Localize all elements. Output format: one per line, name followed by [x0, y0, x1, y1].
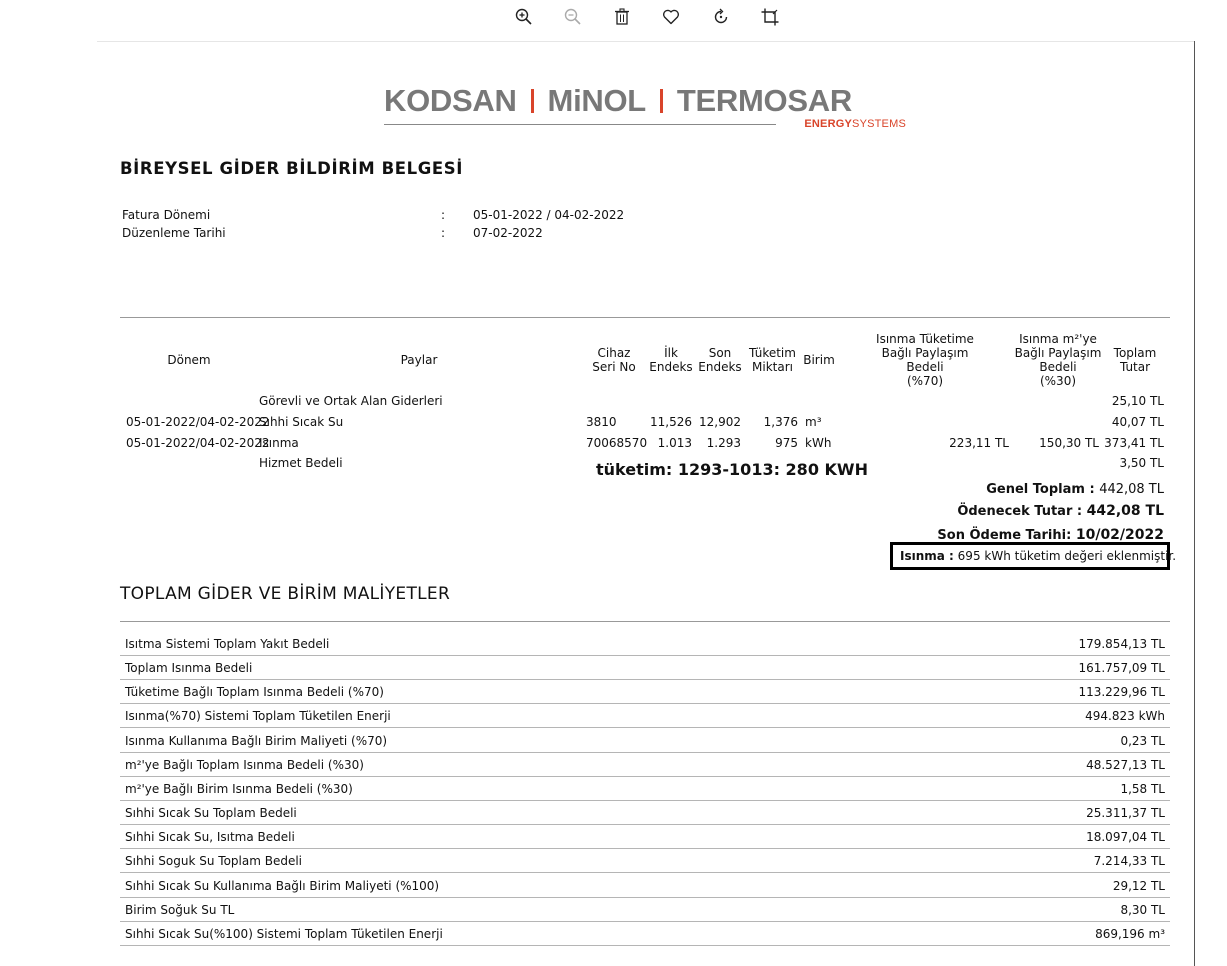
summary-row: Toplam Isınma Bedeli 161.757,09 TL — [120, 655, 1170, 680]
company-logo — [384, 84, 906, 134]
row-ilk: 1.013 — [657, 436, 692, 450]
row-pay: Sıhhi Sıcak Su — [259, 415, 344, 429]
summary-row: Isınma(%70) Sistemi Toplam Tüketilen Enerji 494.823 kWh — [120, 703, 1170, 728]
row-pay: Hizmet Bedeli — [259, 456, 343, 470]
summary-row: Sıhhi Sıcak Su, Isıtma Bedeli 18.097,04 TL — [120, 824, 1170, 849]
crop-icon[interactable] — [760, 7, 780, 27]
row-toplam: 373,41 TL — [1104, 436, 1164, 450]
logo-subtitle: ENERGYSYSTEMS — [804, 118, 906, 130]
row-cihaz: 3810 — [586, 415, 617, 429]
header-cihaz: Cihaz Seri No — [592, 346, 636, 374]
row-pay: Isınma — [259, 436, 299, 450]
summary-title: TOPLAM GİDER VE BİRİM MALİYETLER — [120, 584, 451, 604]
summary-row: m²'ye Bağlı Toplam Isınma Bedeli (%30) 48.527,13 TL — [120, 752, 1170, 777]
header-son-endeks: Son Endeks — [698, 346, 742, 374]
summary-top-rule — [120, 621, 1170, 622]
header-paylar: Paylar — [400, 353, 438, 367]
header-donem: Dönem — [167, 353, 211, 367]
meta-value-period: 05-01-2022 / 04-02-2022 — [473, 208, 625, 222]
odenecek-tutar: Ödenecek Tutar : 442,08 TL — [957, 503, 1164, 519]
row-birim: kWh — [805, 436, 832, 450]
table-top-rule — [120, 317, 1170, 318]
row-toplam: 25,10 TL — [1111, 394, 1164, 408]
notice-label: Isınma : — [900, 549, 954, 563]
notice-box — [890, 542, 1177, 570]
meta-value-issue-date: 07-02-2022 — [473, 226, 543, 240]
meta-sep: : — [441, 208, 446, 222]
header-tuketim: Tüketim Miktarı — [749, 346, 796, 374]
summary-row: m²'ye Bağlı Birim Isınma Bedeli (%30) 1,58 TL — [120, 776, 1170, 801]
row-toplam: 3,50 TL — [1119, 456, 1164, 470]
row-miktar: 1,376 — [763, 415, 798, 429]
row-miktar: 975 — [775, 436, 798, 450]
header-birim: Birim — [803, 353, 835, 367]
genel-toplam: Genel Toplam : 442,08 TL — [986, 482, 1164, 497]
header-isinma-30: Isınma m²'ye Bağlı Paylaşım Bedeli (%30) — [1014, 332, 1102, 388]
row-bedel-70: 223,11 TL — [949, 436, 1009, 450]
row-ilk: 11,526 — [650, 415, 692, 429]
row-cihaz: 70068570 — [586, 436, 648, 450]
meta-label-issue-date: Düzenleme Tarihi — [122, 226, 226, 240]
summary-row: Sıhhi Sıcak Su Toplam Bedeli 25.311,37 TL — [120, 800, 1170, 825]
summary-row: Isıtma Sistemi Toplam Yakıt Bedeli 179.854,13 TL — [120, 631, 1170, 656]
meta-sep: : — [441, 226, 446, 240]
row-son: 12,902 — [699, 415, 741, 429]
header-toplam: Toplam Tutar — [1113, 346, 1157, 374]
row-donem: 05-01-2022/04-02-2022 — [126, 436, 270, 450]
summary-row: Isınma Kullanıma Bağlı Birim Maliyeti (%70) 0,23 TL — [120, 728, 1170, 753]
heart-icon[interactable] — [661, 7, 681, 27]
son-odeme-tarihi: Son Ödeme Tarihi: 10/02/2022 — [937, 527, 1164, 543]
row-donem: 05-01-2022/04-02-2022 — [126, 415, 270, 429]
image-viewer-toolbar — [0, 0, 1227, 34]
row-birim: m³ — [805, 415, 822, 429]
page-right-edge — [1194, 41, 1195, 966]
summary-row: Sıhhi Soguk Su Toplam Bedeli 7.214,33 TL — [120, 848, 1170, 873]
row-toplam: 40,07 TL — [1111, 415, 1164, 429]
row-pay: Görevli ve Ortak Alan Giderleri — [259, 394, 443, 408]
row-bedel-30: 150,30 TL — [1039, 436, 1099, 450]
trash-icon[interactable] — [612, 7, 632, 27]
handwritten-annotation: tüketim: 1293-1013: 280 KWH — [596, 460, 868, 479]
logo-wordmark: KODSAN MiNOL TERMOSAR — [384, 83, 852, 118]
summary-row: Sıhhi Sıcak Su Kullanıma Bağlı Birim Maliyeti (%100) 29,12 TL — [120, 873, 1170, 898]
zoom-out-icon[interactable] — [563, 7, 583, 27]
rotate-icon[interactable] — [711, 7, 731, 27]
summary-row: Birim Soğuk Su TL 8,30 TL — [120, 897, 1170, 922]
row-son: 1.293 — [706, 436, 741, 450]
header-ilk-endeks: İlk Endeks — [649, 346, 693, 374]
header-isinma-70: Isınma Tüketime Bağlı Paylaşım Bedeli (%70) — [876, 332, 974, 388]
document-title: BİREYSEL GİDER BİLDİRİM BELGESİ — [120, 159, 464, 178]
summary-row: Tüketime Bağlı Toplam Isınma Bedeli (%70) 113.229,96 TL — [120, 679, 1170, 704]
logo-underline — [384, 124, 776, 125]
zoom-in-icon[interactable] — [514, 7, 534, 27]
summary-row: Sıhhi Sıcak Su(%100) Sistemi Toplam Tüketilen Enerji 869,196 m³ — [120, 921, 1170, 946]
notice-text: 695 kWh tüketim değeri eklenmiştir. — [957, 549, 1177, 563]
meta-label-period: Fatura Dönemi — [122, 208, 211, 222]
toolbar-divider — [97, 41, 1195, 42]
